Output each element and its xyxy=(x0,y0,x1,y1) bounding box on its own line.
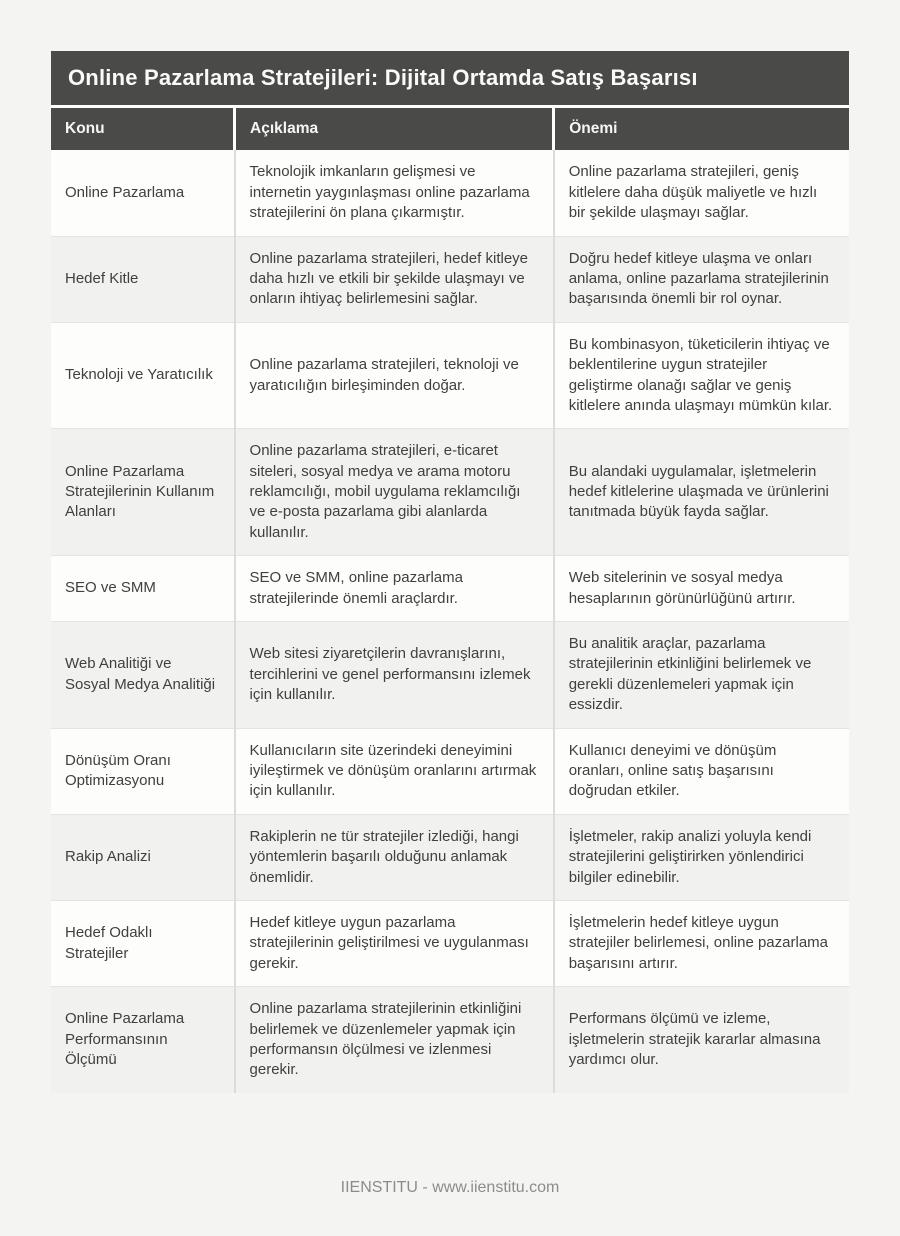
page-title: Online Pazarlama Stratejileri: Dijital Ortamda Satış Başarısı xyxy=(51,51,849,108)
cell-onemi: Kullanıcı deneyimi ve dönüşüm oranları, online satış başarısını doğrudan etkiler. xyxy=(554,728,849,814)
strategies-card xyxy=(51,51,849,1093)
strategies-table xyxy=(51,108,849,1092)
cell-onemi: Bu alandaki uygulamalar, işletmelerin hedef kitlelerine ulaşmada ve ürünlerini tanıtmada büyük fayda sağlar. xyxy=(554,429,849,556)
table-row xyxy=(51,556,849,622)
table-row xyxy=(51,622,849,729)
table-row xyxy=(51,429,849,556)
cell-aciklama: SEO ve SMM, online pazarlama stratejilerinde önemli araçlardır. xyxy=(235,556,554,622)
table-header-row xyxy=(51,108,849,150)
table-row xyxy=(51,236,849,322)
cell-konu: Dönüşüm Oranı Optimizasyonu xyxy=(51,728,235,814)
cell-konu: Teknoloji ve Yaratıcılık xyxy=(51,322,235,429)
cell-konu: Hedef Kitle xyxy=(51,236,235,322)
column-header-onemi: Önemi xyxy=(554,108,849,150)
cell-aciklama: Online pazarlama stratejileri, e-ticaret siteleri, sosyal medya ve arama motoru reklamcılığı, mobil uygulama reklamcılığı ve e-posta pazarlama gibi alanlarda kullanılır. xyxy=(235,429,554,556)
cell-aciklama: Web sitesi ziyaretçilerin davranışlarını, tercihlerini ve genel performansını izlemek için kullanılır. xyxy=(235,622,554,729)
cell-onemi: Bu kombinasyon, tüketicilerin ihtiyaç ve beklentilerine uygun stratejiler geliştirme olanağı sağlar ve geniş kitlelere anında ulaşmayı mümkün kılar. xyxy=(554,322,849,429)
table-row xyxy=(51,900,849,986)
cell-konu: Web Analitiği ve Sosyal Medya Analitiği xyxy=(51,622,235,729)
column-header-konu: Konu xyxy=(51,108,235,150)
cell-konu: Online Pazarlama Performansının Ölçümü xyxy=(51,987,235,1093)
cell-onemi: Performans ölçümü ve izleme, işletmelerin stratejik kararlar almasına yardımcı olur. xyxy=(554,987,849,1093)
cell-onemi: Online pazarlama stratejileri, geniş kitlelere daha düşük maliyetle ve hızlı bir şekilde ulaşmayı sağlar. xyxy=(554,150,849,236)
table-row xyxy=(51,322,849,429)
cell-konu: Online Pazarlama xyxy=(65,183,185,201)
cell-onemi: Doğru hedef kitleye ulaşma ve onları anlama, online pazarlama stratejilerinin başarısında önemli bir rol oynar. xyxy=(554,236,849,322)
cell-aciklama: Hedef kitleye uygun pazarlama stratejilerinin geliştirilmesi ve uygulanması gerekir. xyxy=(235,900,554,986)
cell-aciklama: Online pazarlama stratejilerinin etkinliğini belirlemek ve düzenlemeler yapmak için performansın ölçülmesi ve izlenmesi gerekir. xyxy=(235,987,554,1093)
cell-konu: SEO ve SMM xyxy=(51,556,235,622)
cell-aciklama: Kullanıcıların site üzerindeki deneyimini iyileştirmek ve dönüşüm oranlarını artırmak için kullanılır. xyxy=(235,728,554,814)
cell-aciklama: Teknolojik imkanların gelişmesi ve internetin yaygınlaşması online pazarlama stratejilerini ön plana çıkarmıştır. xyxy=(235,150,554,236)
cell-onemi: İşletmelerin hedef kitleye uygun stratejiler belirlemesi, online pazarlama başarısını artırır. xyxy=(554,900,849,986)
cell-aciklama: Online pazarlama stratejileri, teknoloji ve yaratıcılığın birleşiminden doğar. xyxy=(235,322,554,429)
cell-konu: Hedef Odaklı Stratejiler xyxy=(51,900,235,986)
cell-onemi: İşletmeler, rakip analizi yoluyla kendi stratejilerini geliştirirken yönlendirici bilgiler edinebilir. xyxy=(554,814,849,900)
column-header-aciklama: Açıklama xyxy=(235,108,554,150)
footer-credit: IIENSTITU - www.iienstitu.com xyxy=(340,1179,560,1196)
cell-aciklama: Online pazarlama stratejileri, hedef kitleye daha hızlı ve etkili bir şekilde ulaşmayı ve onların ihtiyaç belirlemesini sağlar. xyxy=(235,236,554,322)
table-row xyxy=(51,814,849,900)
table-row xyxy=(51,728,849,814)
table-body xyxy=(51,150,849,1092)
table-row xyxy=(51,150,849,236)
table-row xyxy=(51,987,849,1093)
cell-onemi: Bu analitik araçlar, pazarlama stratejilerinin etkinliğini belirlemek ve gerekli düzenlemeleri yapmak için essizdir. xyxy=(554,622,849,729)
cell-konu: Rakip Analizi xyxy=(51,814,235,900)
cell-aciklama: Rakiplerin ne tür stratejiler izlediği, hangi yöntemlerin başarılı olduğunu anlamak önemlidir. xyxy=(235,814,554,900)
cell-onemi: Web sitelerinin ve sosyal medya hesaplarının görünürlüğünü artırır. xyxy=(554,556,849,622)
cell-konu: Online Pazarlama Stratejilerinin Kullanım Alanları xyxy=(51,429,235,556)
